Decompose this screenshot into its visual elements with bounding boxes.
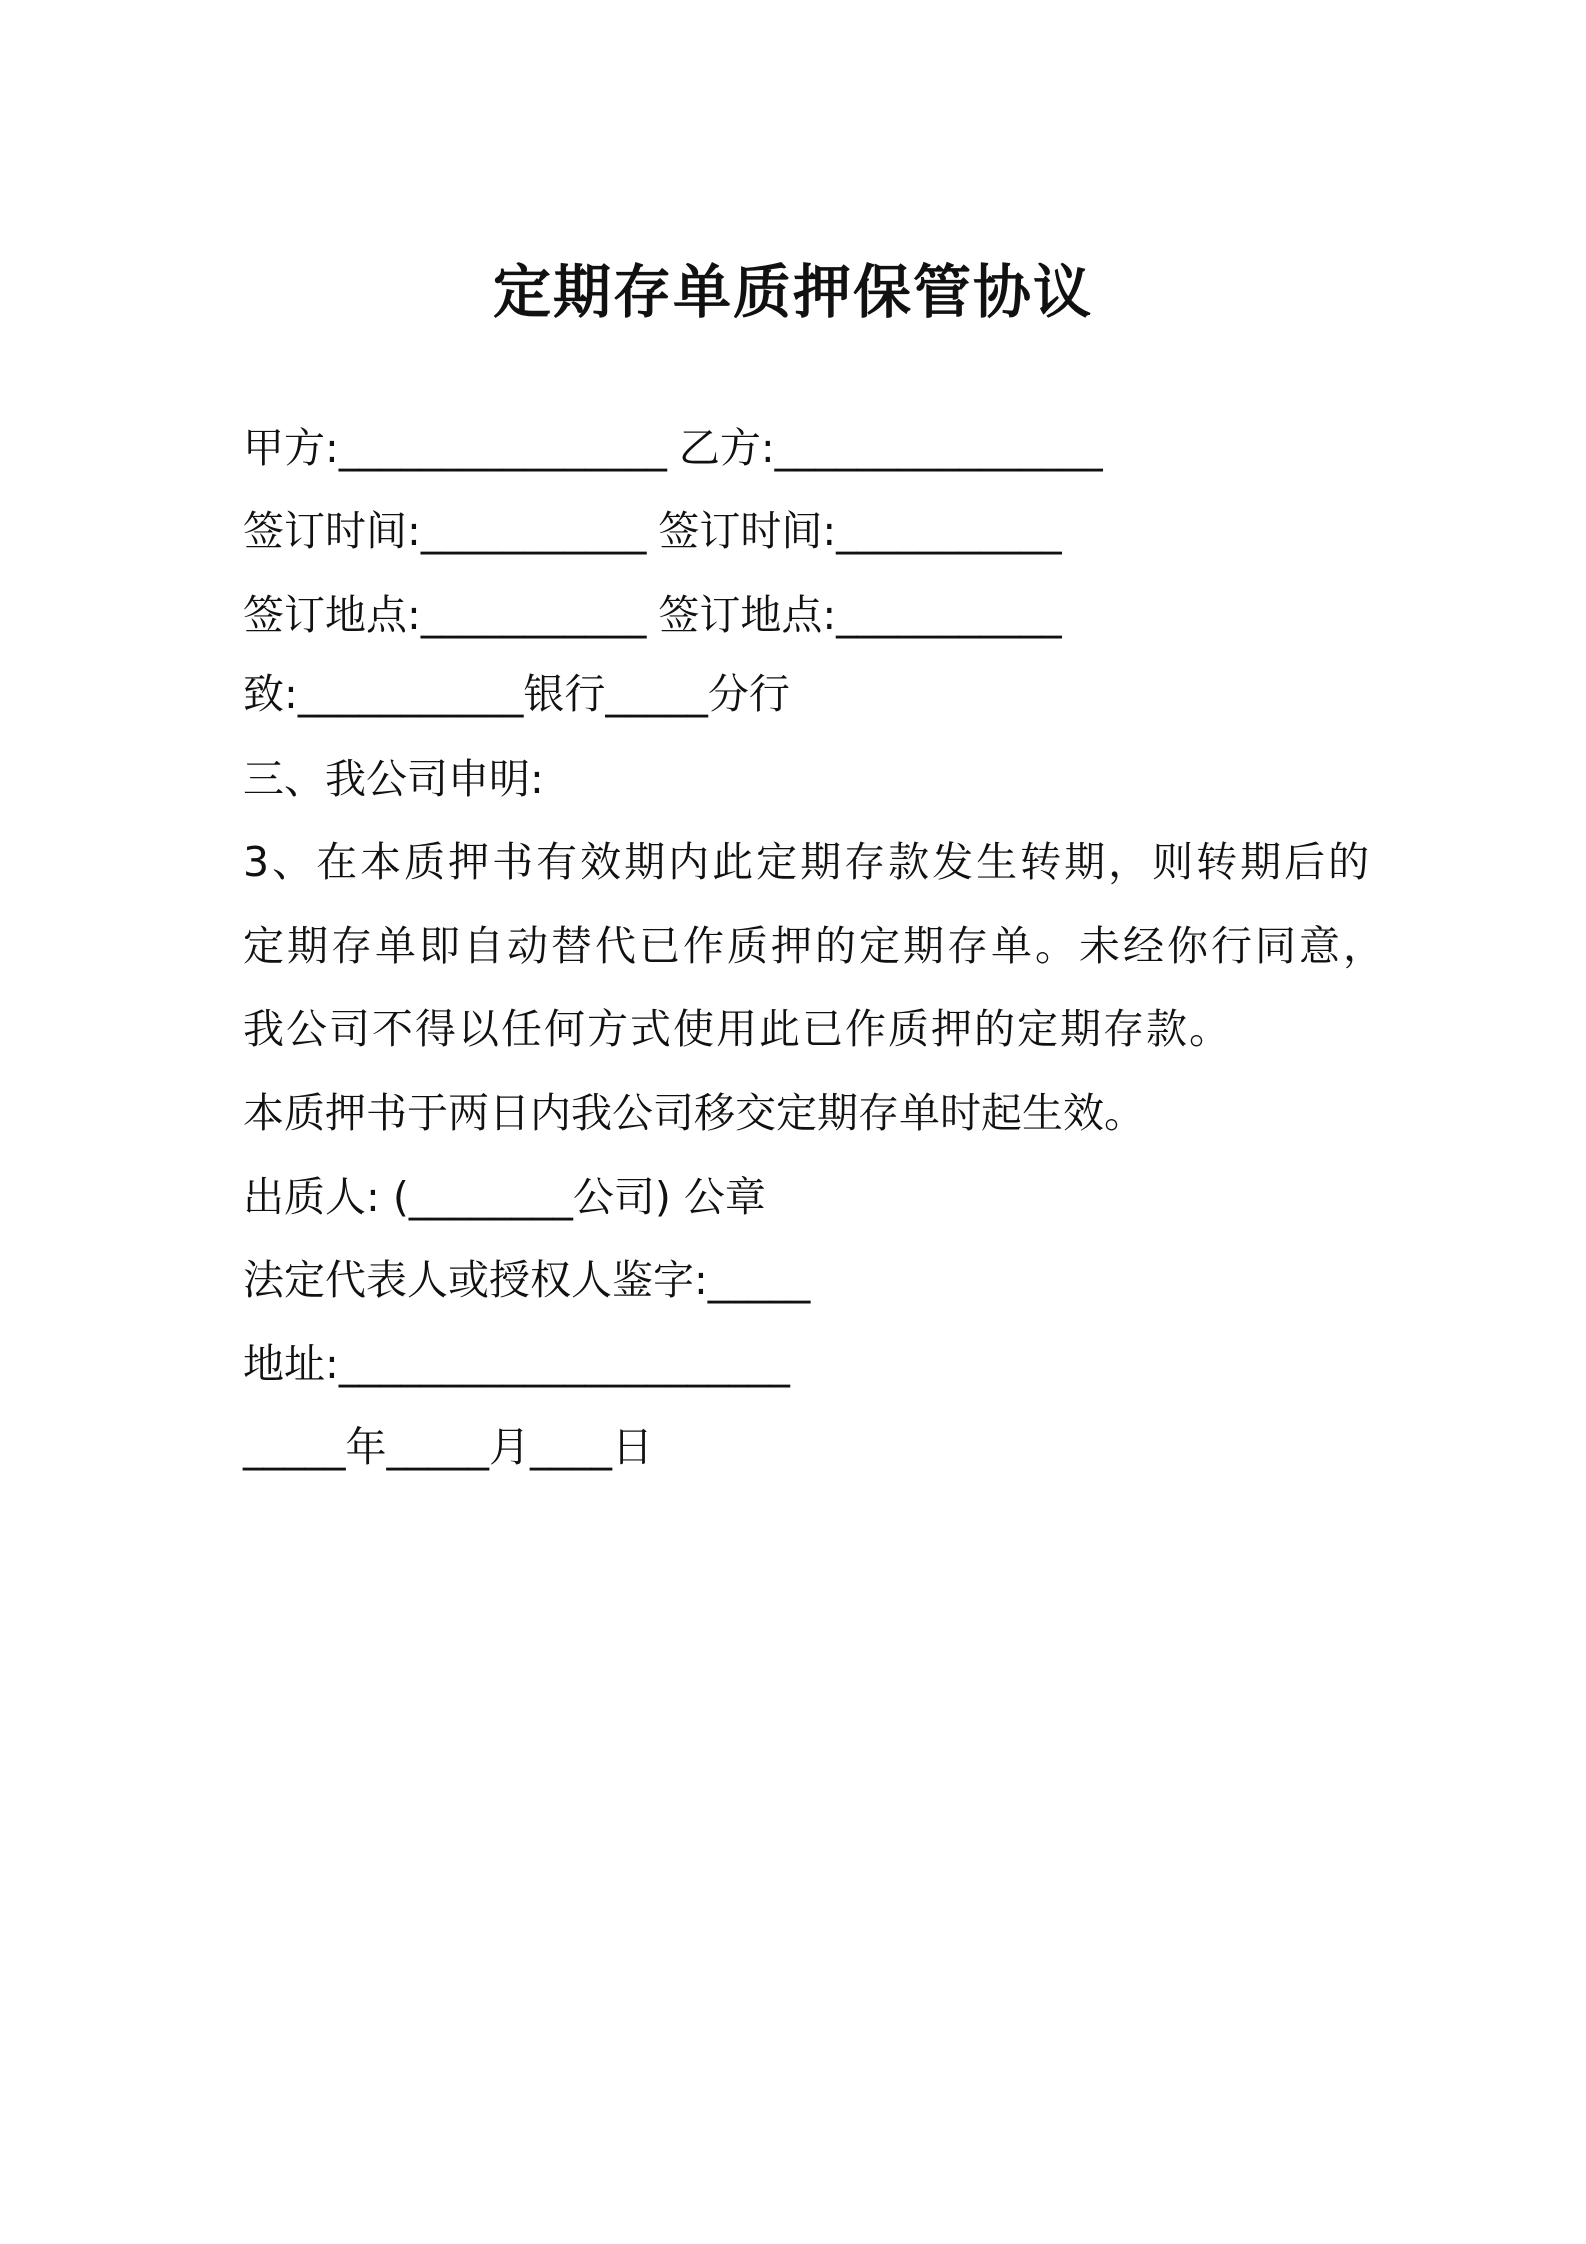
document-title: 定期存单质押保管协议 [492, 258, 1093, 326]
pledgor-line: 出质人: (________公司) 公章 [243, 1173, 766, 1221]
signing-place-b-field: 签订地点:___________ [658, 591, 1062, 639]
party-b-field: 乙方:________________ [678, 424, 1103, 472]
signing-place-line [243, 587, 1062, 643]
section-heading: 三、我公司申明: [243, 755, 544, 803]
clause-line-1: 3、在本质押书有效期内此定期存款发生转期，则转期后的 [243, 838, 1373, 886]
party-line [243, 420, 1103, 476]
signing-time-a-field: 签订时间:___________ [243, 507, 647, 555]
signing-time-line [243, 503, 1062, 559]
party-a-field: 甲方:________________ [243, 424, 667, 472]
representative-signature-line: 法定代表人或授权人鉴字:_____ [243, 1256, 811, 1304]
addressee-line: 致:___________银行_____分行 [243, 670, 790, 718]
address-line: 地址:______________________ [243, 1340, 790, 1388]
effective-statement: 本质押书于两日内我公司移交定期存单时起生效。 [243, 1089, 1145, 1137]
signing-place-a-field: 签订地点:___________ [243, 591, 647, 639]
date-line: _____年_____月____日 [243, 1423, 653, 1471]
clause-line-3: 我公司不得以任何方式使用此已作质押的定期存款。 [243, 1005, 1232, 1053]
signing-time-b-field: 签订时间:___________ [658, 507, 1062, 555]
clause-line-2: 定期存单即自动替代已作质押的定期存单。未经你行同意， [243, 922, 1387, 970]
